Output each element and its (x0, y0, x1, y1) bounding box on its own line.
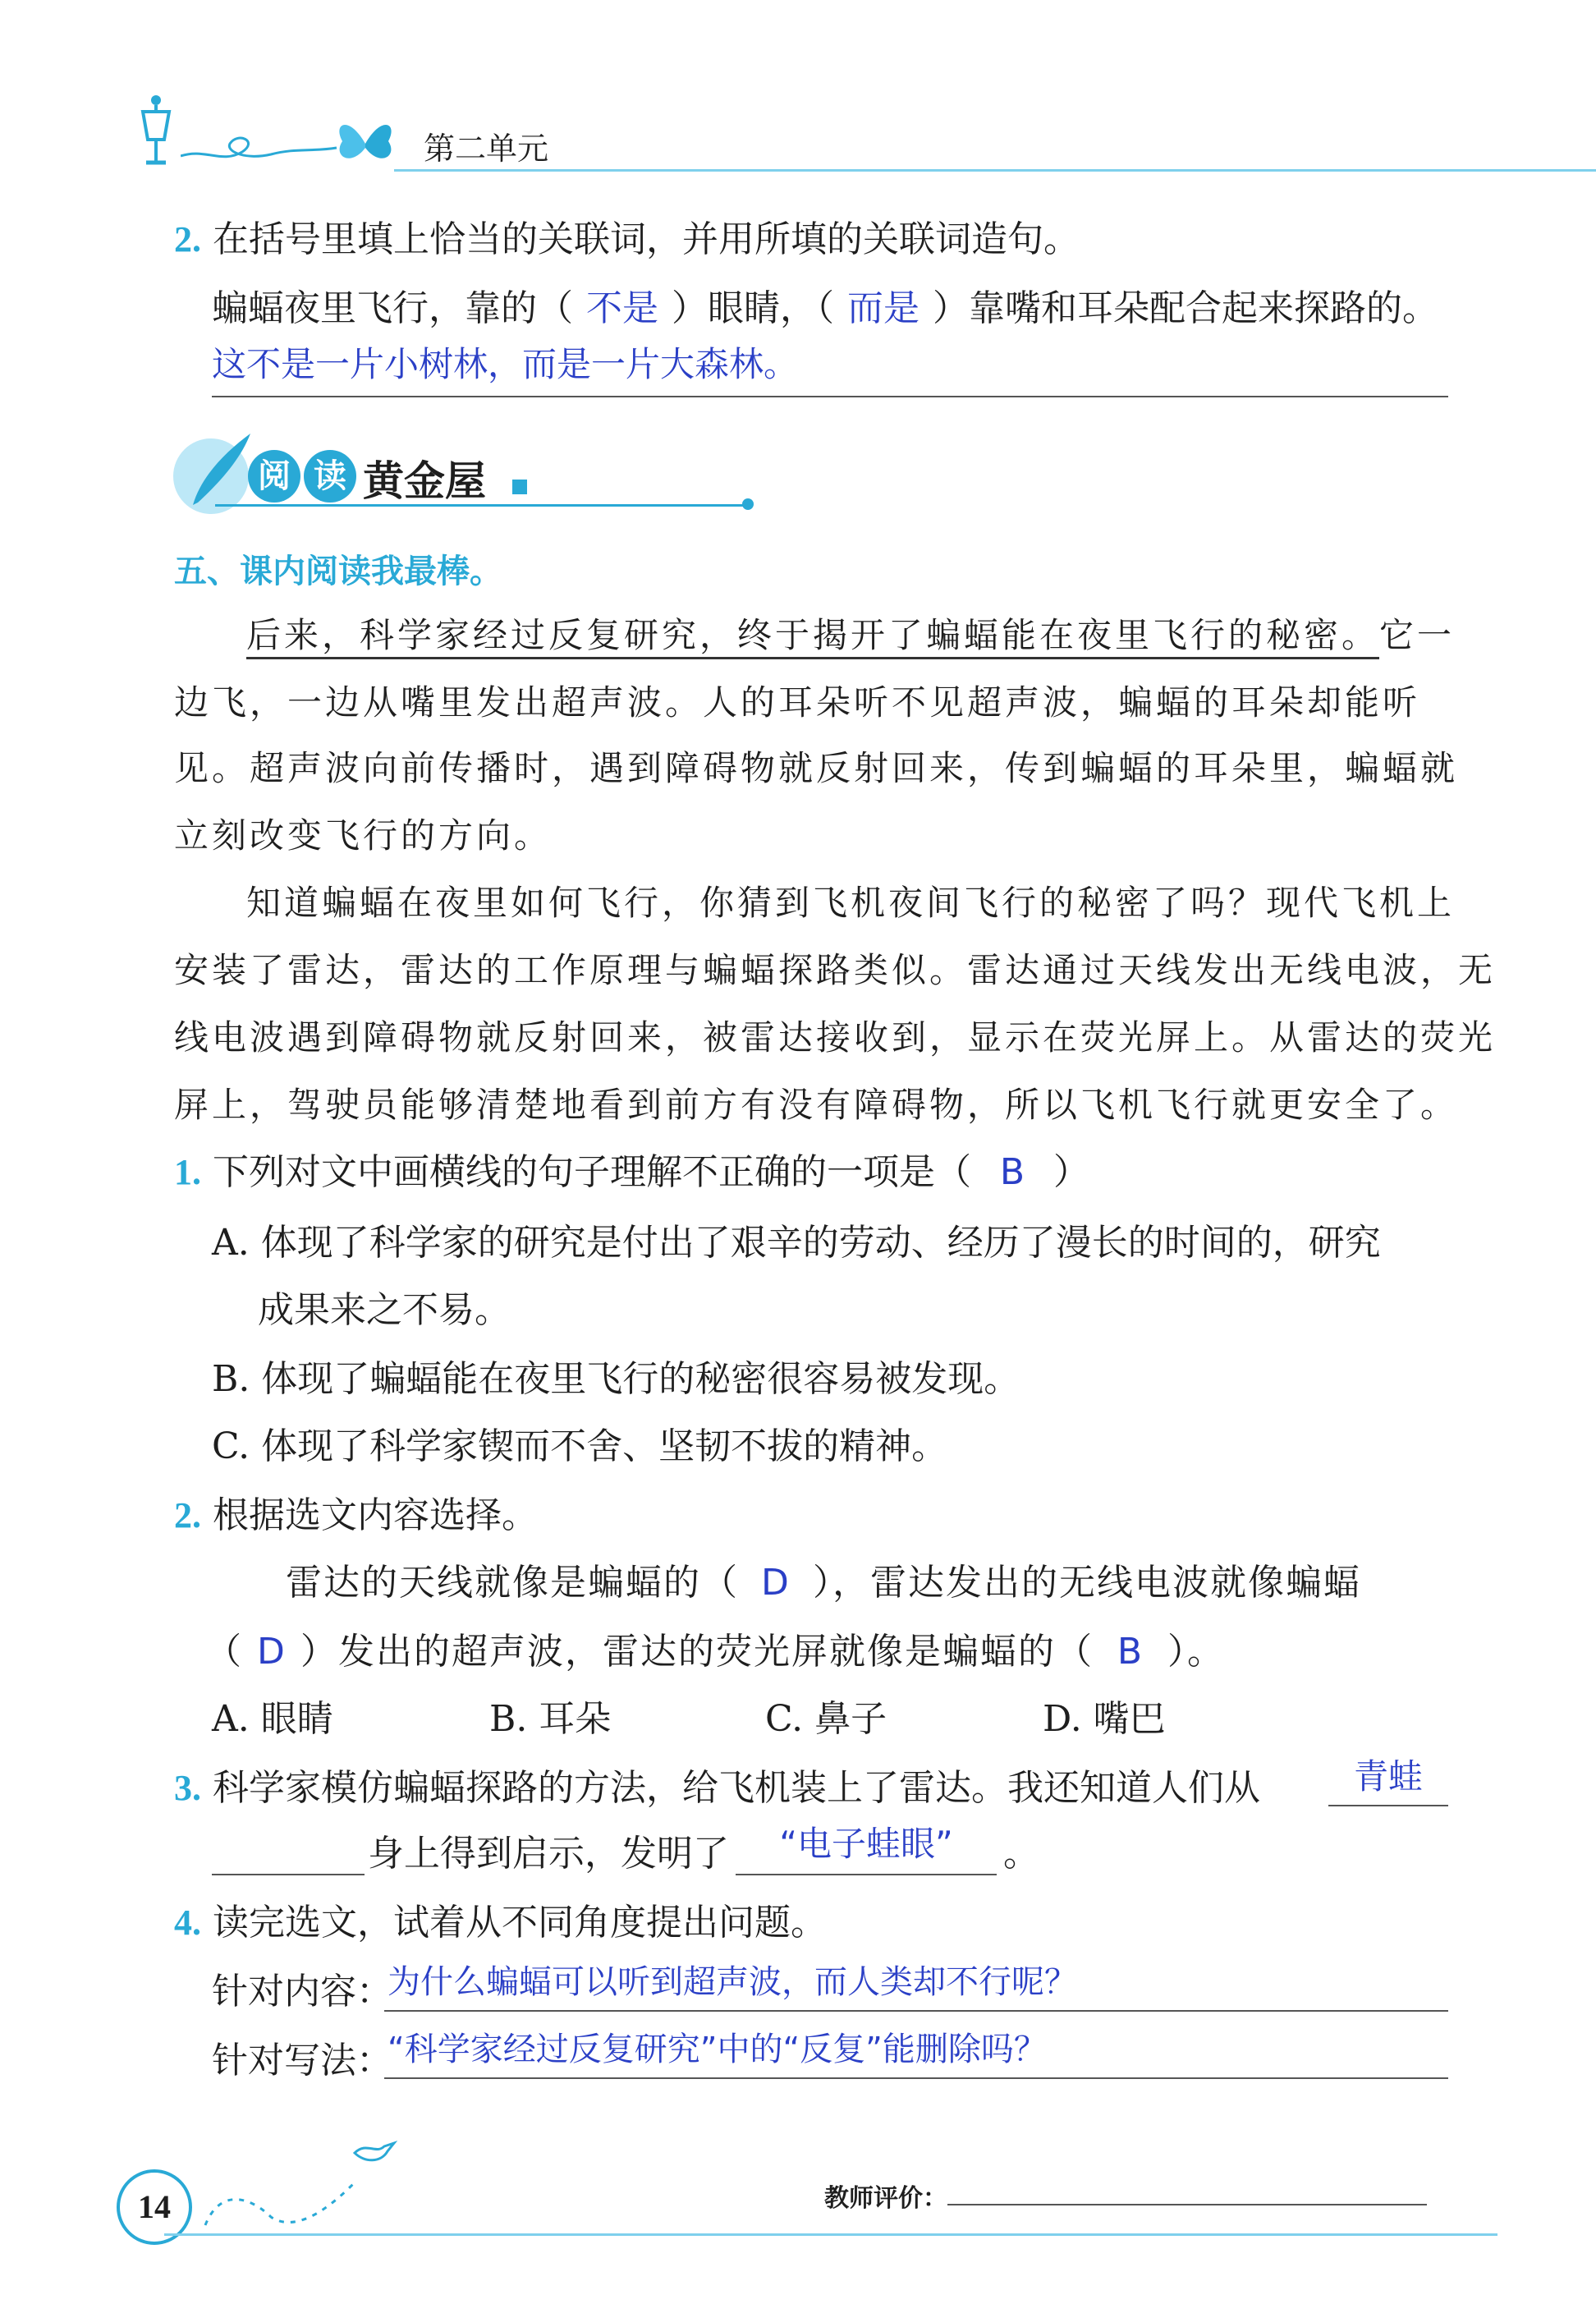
passage-line: 屏上，驾驶员能够清楚地看到前方有没有障碍物，所以飞机飞行就更安全了。 (174, 1085, 1459, 1125)
q3-end: 。 (1003, 1833, 1039, 1875)
banner-rule (215, 504, 747, 507)
question-prompt: 科学家模仿蝙蝠探路的方法，给飞机装上了雷达。我还知道人们从 (213, 1767, 1260, 1809)
question-prompt: 下列对文中画横线的句子理解不正确的一项是（ (213, 1151, 971, 1193)
option-a-cont: 成果来之不易。 (258, 1289, 511, 1331)
option-a: A. 体现了科学家的研究是付出了艰辛的劳动、经历了漫长的时间的，研究 (212, 1222, 1381, 1264)
passage-text: 它一 (1379, 615, 1456, 655)
label-writing: 针对写法： (212, 2040, 392, 2081)
question-prompt: 在括号里填上恰当的关联词，并用所填的关联词造句。 (213, 218, 1080, 260)
passage-line: 知道蝙蝠在夜里如何飞行，你猜到飞机夜间飞行的秘密了吗？现代飞机上 (246, 883, 1456, 923)
sentence-part: ）。 (1167, 1631, 1225, 1673)
option-a: A. 眼睛 (212, 1698, 333, 1740)
choice-answer-2[interactable]: D (257, 1631, 287, 1673)
banner-square-icon (512, 480, 527, 494)
sentence-part: 蝙蝠夜里飞行，靠的（ (212, 287, 573, 329)
unit-title: 第二单元 (424, 131, 549, 167)
badge-read-1: 阅 (248, 450, 300, 503)
swirl-decoration (181, 123, 345, 172)
page-number: 14 (117, 2169, 192, 2245)
passage-line (246, 611, 1455, 660)
choice-answer-1[interactable]: D (761, 1562, 791, 1604)
butterfly-icon (332, 115, 398, 172)
answer-line (384, 2010, 1448, 2012)
question-number: 1. (174, 1152, 201, 1192)
passage-line: 线电波遇到障碍物就反射回来，被雷达接收到，显示在荧光屏上。从雷达的荧光 (174, 1017, 1497, 1058)
sentence-part: ）靠嘴和耳朵配合起来探路的。 (933, 287, 1438, 329)
banner-dot (742, 498, 754, 510)
lamp-icon (131, 92, 181, 168)
section-title: 黄金屋 (363, 457, 486, 505)
question-number: 4. (174, 1902, 201, 1943)
choice-answer[interactable]: B (999, 1151, 1025, 1193)
underlined-sentence: 后来，科学家经过反复研究，终于揭开了蝙蝠能在夜里飞行的秘密。 (246, 615, 1379, 659)
choice-answer-3[interactable]: B (1117, 1631, 1144, 1673)
question-number: 3. (174, 1768, 201, 1808)
option-b: B. 体现了蝙蝠能在夜里飞行的秘密很容易被发现。 (212, 1358, 1020, 1400)
bracket: （ (205, 1631, 243, 1673)
question-number: 2. (174, 1495, 201, 1535)
sentence-part: 雷达的天线就像是蝙蝠的（ (286, 1562, 739, 1604)
option-d: D. 嘴巴 (1043, 1698, 1166, 1740)
passage-line: 见。超声波向前传播时，遇到障碍物就反射回来，传到蝙蝠的耳朵里，蝙蝠就 (174, 748, 1459, 788)
badge-read-2: 读 (304, 450, 356, 503)
footer-rule (164, 2233, 1497, 2236)
answer-line (212, 396, 1448, 397)
question-prompt: 读完选文，试着从不同角度提出问题。 (213, 1902, 827, 1944)
fill-line-1a (1328, 1805, 1448, 1806)
teacher-eval-line[interactable] (947, 2204, 1427, 2205)
fill-line-2 (736, 1874, 997, 1875)
question-prompt: 根据选文内容选择。 (213, 1494, 538, 1536)
sentence-answer[interactable]: 这不是一片小树林，而是一片大森林。 (212, 344, 799, 384)
option-b: B. 耳朵 (489, 1698, 612, 1740)
passage-line: 立刻改变飞行的方向。 (174, 815, 553, 856)
answer-line (384, 2077, 1448, 2079)
passage-line: 边飞，一边从嘴里发出超声波。人的耳朵听不见超声波，蝙蝠的耳朵却能听 (174, 682, 1421, 723)
blank-answer-2[interactable]: 而是 (847, 287, 920, 329)
fill-line-1b (212, 1874, 365, 1875)
option-c: C. 鼻子 (765, 1698, 887, 1740)
fill-answer-2[interactable]: “电子蛙眼” (779, 1824, 953, 1864)
answer-writing[interactable]: “科学家经过反复研究”中的“反复”能删除吗？ (388, 2031, 1047, 2068)
question-number: 2. (174, 219, 201, 259)
sentence-part: ），雷达发出的无线电波就像蝙蝠 (813, 1562, 1361, 1604)
label-content: 针对内容： (212, 1971, 392, 2013)
passage-line: 安装了雷达，雷达的工作原理与蝙蝠探路类似。雷达通过天线发出无线电波，无 (174, 950, 1497, 990)
section-heading: 五、课内阅读我最棒。 (174, 553, 502, 590)
bird-icon (351, 2138, 397, 2168)
fill-answer-1[interactable]: 青蛙 (1353, 1756, 1423, 1797)
header-rule (394, 169, 1596, 172)
sentence-part: ）发出的超声波，雷达的荧光屏就像是蝙蝠的（ (300, 1631, 1094, 1673)
answer-content[interactable]: 为什么蝙蝠可以听到超声波，而人类却不行呢？ (388, 1963, 1077, 2001)
q3-line2: 身上得到启示，发明了 (368, 1833, 729, 1875)
bracket: ） (1053, 1151, 1089, 1193)
option-c: C. 体现了科学家锲而不舍、坚韧不拔的精神。 (212, 1425, 948, 1467)
teacher-eval-label: 教师评价： (824, 2184, 947, 2213)
sentence-part: ）眼睛，（ (672, 287, 834, 329)
blank-answer-1[interactable]: 不是 (586, 287, 658, 329)
